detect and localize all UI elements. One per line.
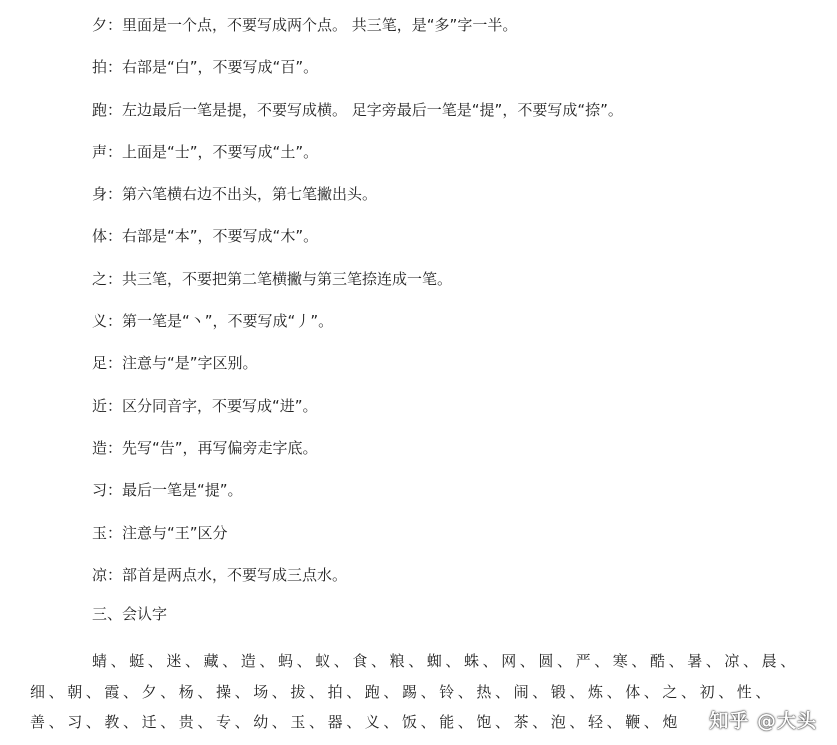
note-shen: 身：第六笔横右边不出头，第七笔撇出头。 (92, 185, 378, 204)
note-xi: 夕：里面是一个点，不要写成两个点。 共三笔，是“多”字一半。 (92, 16, 518, 34)
note-pai: 拍：右部是“白”，不要写成“百”。 (92, 58, 319, 77)
section-heading: 三、会认字 (92, 605, 168, 623)
stroke-notes-list (92, 14, 623, 606)
note-zhi: 之：共三笔，不要把第二笔横撇与第三笔捺连成一笔。 (92, 269, 453, 288)
note-yu: 玉：注意与“王”区分 (92, 523, 228, 542)
note-sheng: 声：上面是“士”，不要写成“土”。 (92, 142, 319, 161)
recognition-characters: 蜻、蜓、迷、藏、造、蚂、蚁、食、粮、蜘、蛛、网、圆、严、寒、酷、暑、凉、晨、细、朝、霞、夕、杨、操、场、拔、拍、跑、踢、铃、热、闹、锻、炼、体、之、初、性、善、习、教、迁、贵、专、幼、玉、器、义、饭、能、饱、茶、泡、轻、鞭、炮 (30, 652, 799, 731)
note-zu: 足：注意与“是”字区别。 (92, 354, 258, 373)
note-zao: 造：先写“告”，再写偏旁走字底。 (92, 438, 318, 457)
note-liang: 凉：部首是两点水，不要写成三点水。 (92, 565, 348, 584)
note-jin: 近：区分同音字，不要写成“进”。 (92, 396, 318, 415)
note-yi: 义：第一笔是“丶”，不要写成“丿”。 (92, 312, 334, 331)
note-pao: 跑：左边最后一笔是提，不要写成横。 足字旁最后一笔是“提”，不要写成“捺”。 (92, 100, 623, 119)
note-ti: 体：右部是“本”，不要写成“木”。 (92, 227, 319, 246)
note-xi2: 习：最后一笔是“提”。 (92, 481, 243, 500)
watermark: 知乎 @大头 (709, 710, 817, 732)
